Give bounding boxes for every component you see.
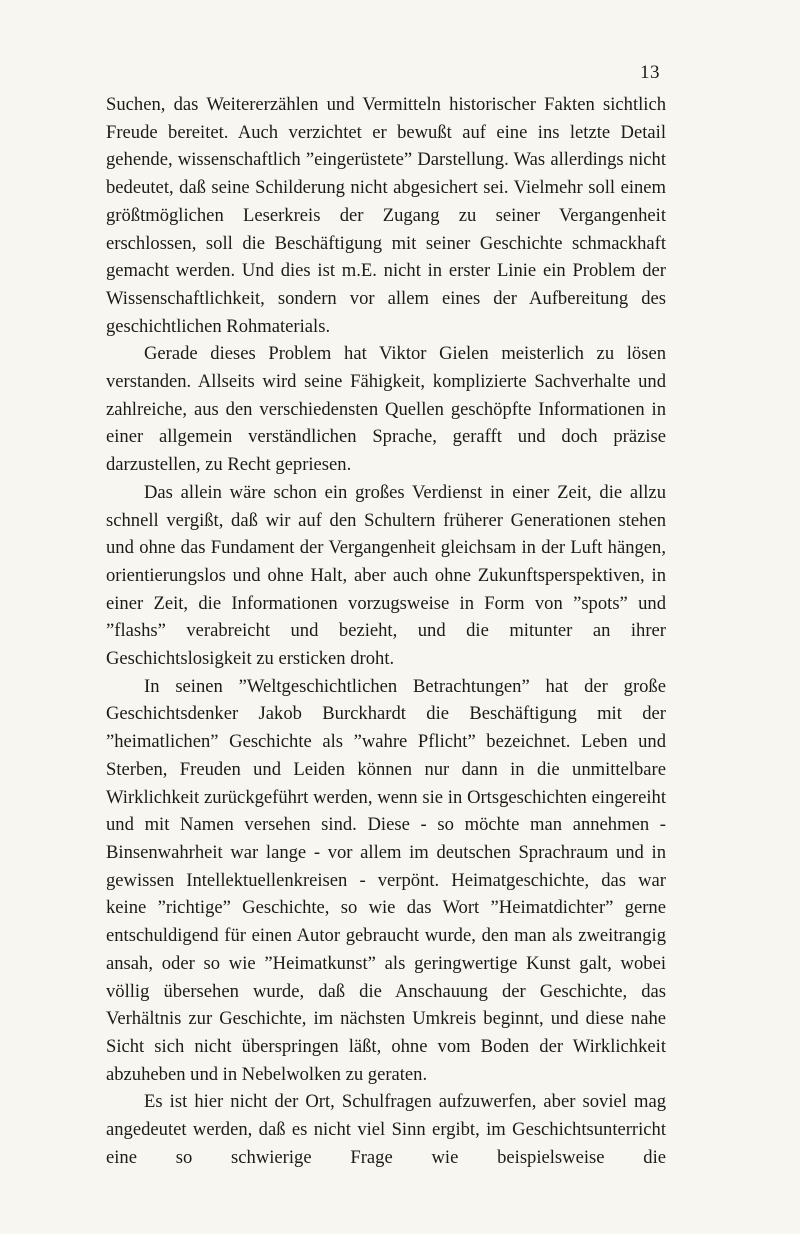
paragraph-verdienst: Das allein wäre schon ein großes Verdienst in einer Zeit, die allzu schnell vergißt, daß wir auf den Schultern früherer Generationen stehen und ohne das Fundament der Vergangenheit gleichsam in der Luft hängen, orientierungslos und ohne Halt, aber auch ohne Zukunftsperspektiven, in einer Zeit, die Informationen vorzugsweise in Form von ”spots” und ”flashs” verabreicht und bezieht, und die mitunter an ihrer Geschichtslosigkeit zu ersticken droht.: [106, 481, 666, 670]
paragraph-burckhardt: In seinen ”Weltgeschichtlichen Betrachtungen” hat der große Geschichtsdenker Jakob Burckhardt die Beschäftigung mit der ”heimatlichen” Geschichte als ”wahre Pflicht” bezeichnet. Leben und Sterben, Freuden und Leiden können nur dann in die unmittelbare Wirklichkeit zurückgeführt werden, wenn sie in Ortsgeschichten eingereiht und mit Namen versehen sind. Diese - so möchte man annehmen - Binsenwahrheit war lange - vor allem im deutschen Sprachraum und in gewissen Intellektuellenkreisen - verpönt. Heimatgeschichte, das war keine ”richtige” Geschichte, so wie das Wort ”Heimatdichter” gerne entschuldigend für einen Autor gebraucht wurde, den man als zweitrangig ansah, oder so wie ”Heimatkunst” als geringwertige Kunst galt, wobei völlig übersehen wurde, daß die Anschauung der Geschichte, das Verhältnis zur Geschichte, im nächsten Umkreis beginnt, und diese nahe Sicht sich nicht überspringen läßt, ohne vom Boden der Wirklichkeit abzuheben und in Nebelwolken zu geraten.: [106, 675, 666, 1085]
paragraph-gielen: Gerade dieses Problem hat Viktor Gielen meisterlich zu lösen verstanden. Allseits wird seine Fähigkeit, komplizierte Sachverhalte und zahlreiche, aus den verschiedensten Quellen geschöpfte Informationen in einer allgemein verständlichen Sprache, gerafft und doch präzise darzustellen, zu Recht gepriesen.: [106, 343, 666, 476]
paragraph-schulfragen: Es ist hier nicht der Ort, Schulfragen aufzuwerfen, aber soviel mag angedeutet werden, daß es nicht viel Sinn ergibt, im Geschichtsunterricht eine so schwierige Frage wie beispielsweise die: [106, 1091, 666, 1168]
body-text: [106, 91, 666, 1171]
page-number: 13: [640, 62, 660, 83]
paragraph-continuation: Suchen, das Weitererzählen und Vermitteln historischer Fakten sichtlich Freude bereitet. Auch verzichtet er bewußt auf eine ins letzte Detail gehende, wissenschaftlich ”eingerüstete” Darstellung. Was allerdings nicht bedeutet, daß seine Schilderung nicht abgesichert sei. Vielmehr soll einem größtmöglichen Leserkreis der Zugang zu seiner Vergangenheit erschlossen, soll die Beschäftigung mit seiner Geschichte schmackhaft gemacht werden. Und dies ist m.E. nicht in erster Linie ein Problem der Wissenschaftlichkeit, sondern vor allem eines der Aufbereitung des geschichtlichen Rohmaterials.: [106, 94, 666, 337]
